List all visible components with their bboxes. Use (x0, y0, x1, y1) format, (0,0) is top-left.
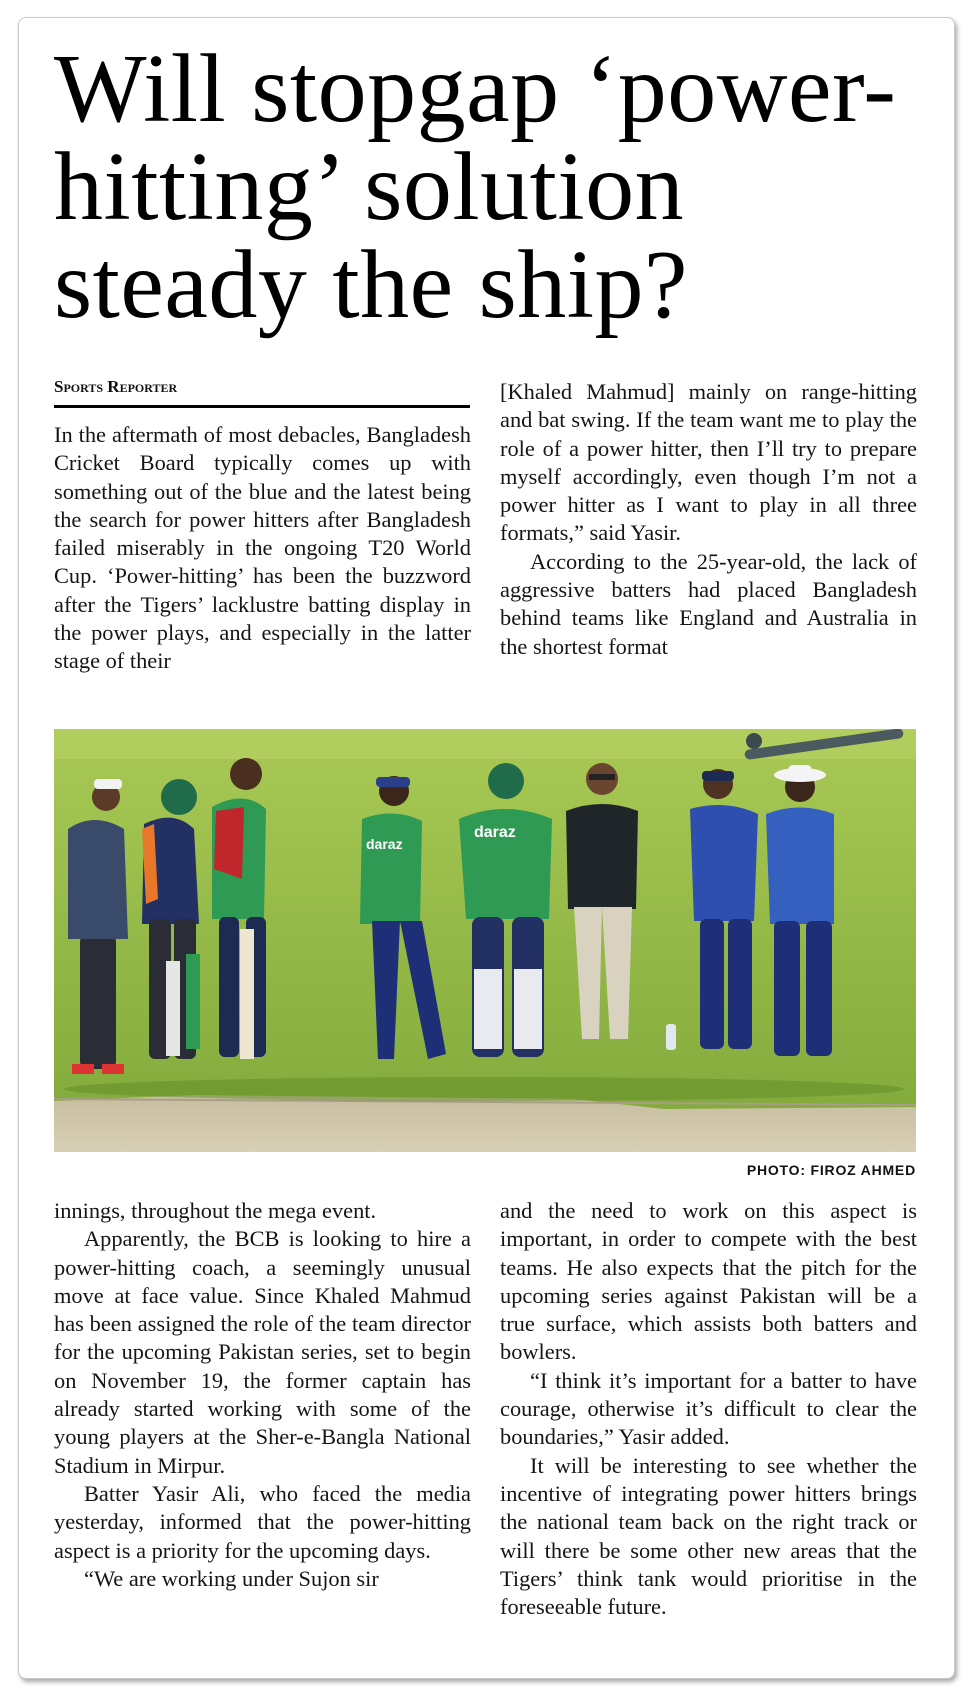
column-bottom-right (500, 1197, 917, 1653)
player-7 (690, 769, 758, 1049)
paragraph: Batter Yasir Ali, who faced the media yesterday, informed that the power-hitting aspect is a priority for the upcoming days. (54, 1480, 471, 1563)
paragraph: “We are working under Sujon sir (84, 1565, 379, 1591)
column-top-right (500, 378, 917, 697)
paragraph: According to the 25-year-old, the lack of aggressive batters had placed Bangladesh behind teams like England and Australia in the shortest format (500, 548, 917, 659)
article-photo (54, 729, 916, 1152)
paragraph: innings, throughout the mega event. (54, 1198, 377, 1223)
paragraph: and the need to work on this aspect is important, in order to compete with the best teams. He also expects that the pitch for the upcoming series against Pakistan will be a true surface, which assists both batters and bowlers. (500, 1198, 917, 1365)
paragraph: “I think it’s important for a batter to have courage, otherwise it’s difficult to clear the boundaries,” Yasir added. (500, 1367, 917, 1450)
paragraph: [Khaled Mahmud] mainly on range-hitting and bat swing. If the team want me to play the role of a power hitter, then I’ll try to prepare myself accordingly, even though I’m not a power hitter as I want to play in all three formats,” said Yasir. (500, 379, 917, 546)
headline: Will stopgap ‘power-hitting’ solution steady the ship? (54, 35, 897, 339)
water-bottle (666, 1024, 676, 1050)
byline: Sports Reporter (54, 377, 470, 408)
paragraph: Apparently, the BCB is looking to hire a power-hitting coach, a seemingly unusual move at face value. Since Khaled Mahmud has been assigned the role of the team director for the upcoming Pakistan series, set to begin on November 19, the former captain has already started working with some of the young players at the Sher-e-Bangla National Stadium in Mirpur. (54, 1226, 471, 1478)
paragraph: In the aftermath of most debacles, Bangladesh Cricket Board typically comes up with something out of the blue and the latest being the search for power hitters after Bangladesh failed miserably in the ongoing T20 World Cup. ‘Power-hitting’ has been the buzzword after the Tigers’ lacklustre batting display in the power plays, and especially in the latter stage of their (54, 422, 471, 674)
column-top-left (54, 421, 471, 697)
photo-credit: PHOTO: FIROZ AHMED (746, 1162, 916, 1178)
paragraph: It will be interesting to see whether the incentive of integrating power hitters brings the national team back on the right track or will there be some other new areas that the Tigers’ think tank would prioritise in the foreseeable future. (500, 1452, 917, 1620)
jersey-sponsor: daraz (366, 836, 403, 852)
column-bottom-left (54, 1197, 471, 1653)
jersey-sponsor: daraz (474, 824, 516, 841)
player-3 (212, 758, 266, 1059)
